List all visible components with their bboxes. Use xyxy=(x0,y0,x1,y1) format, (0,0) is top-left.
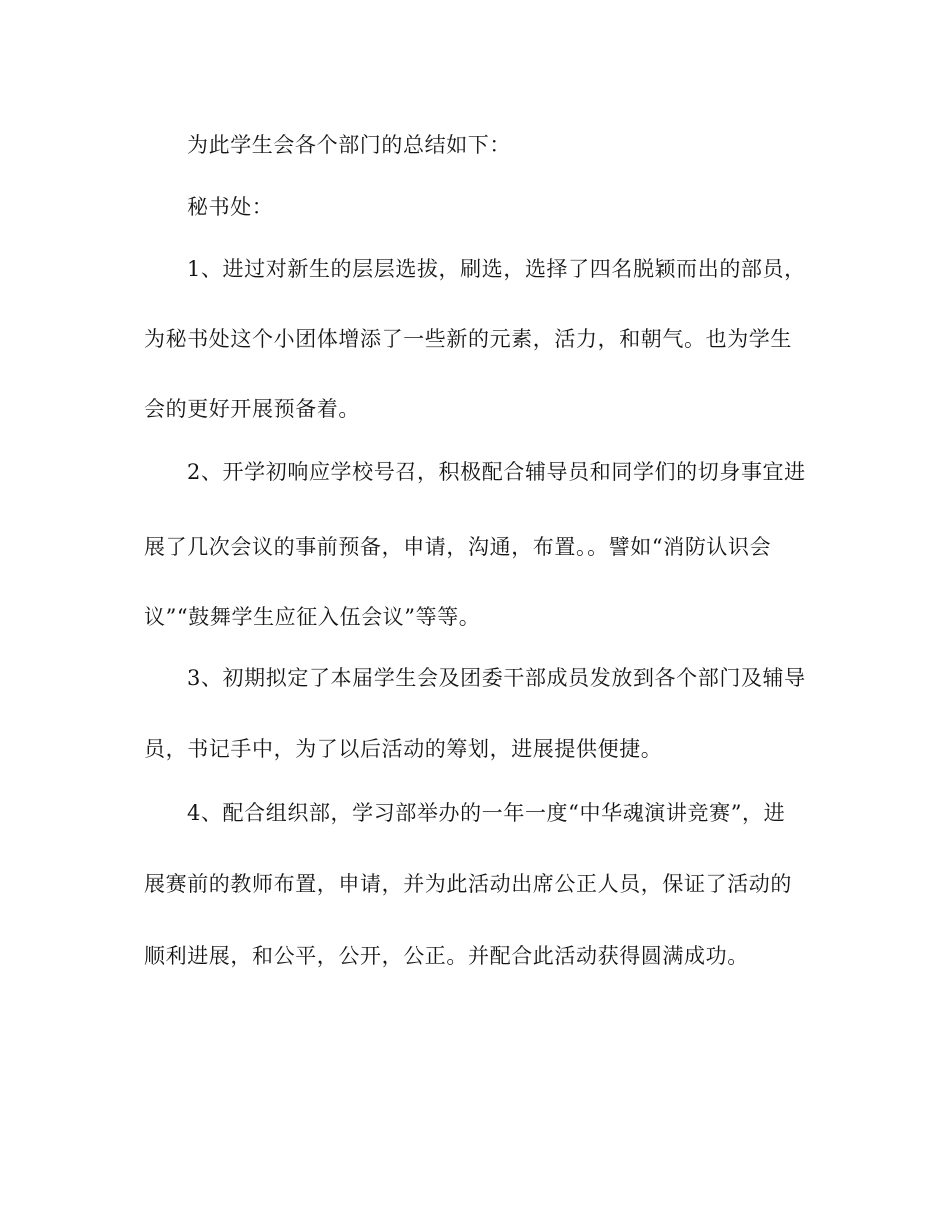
item-2-line-2: 展了几次会议的事前预备，申请，沟通，布置。。譬如“消防认识会 xyxy=(144,535,772,559)
item-2-line-1: 2、开学初响应学校号召，积极配合辅导员和同学们的切身事宜进 xyxy=(187,460,806,484)
item-1-line-3: 会的更好开展预备着。 xyxy=(144,397,360,421)
item-3-line-2: 员，书记手中，为了以后活动的筹划，进展提供便捷。 xyxy=(144,737,663,761)
item-4-line-3: 顺利进展，和公平，公开，公正。并配合此活动获得圆满成功。 xyxy=(144,944,749,968)
item-1-line-2: 为秘书处这个小团体增添了一些新的元素，活力，和朝气。也为学生 xyxy=(144,327,792,351)
item-1-line-1: 1、进过对新生的层层选拔，刷选，选择了四名脱颖而出的部员， xyxy=(187,257,806,281)
intro-line: 为此学生会各个部门的总结如下： xyxy=(187,133,511,157)
item-3-line-1: 3、初期拟定了本届学生会及团委干部成员发放到各个部门及辅导 xyxy=(187,666,806,690)
item-2-line-3: 议”“鼓舞学生应征入伍会议”等等。 xyxy=(144,605,481,629)
section-title: 秘书处： xyxy=(187,195,274,219)
item-4-line-2: 展赛前的教师布置，申请，并为此活动出席公正人员，保证了活动的 xyxy=(144,872,792,896)
item-4-line-1: 4、配合组织部，学习部举办的一年一度“中华魂演讲竞赛”，进 xyxy=(187,801,786,825)
